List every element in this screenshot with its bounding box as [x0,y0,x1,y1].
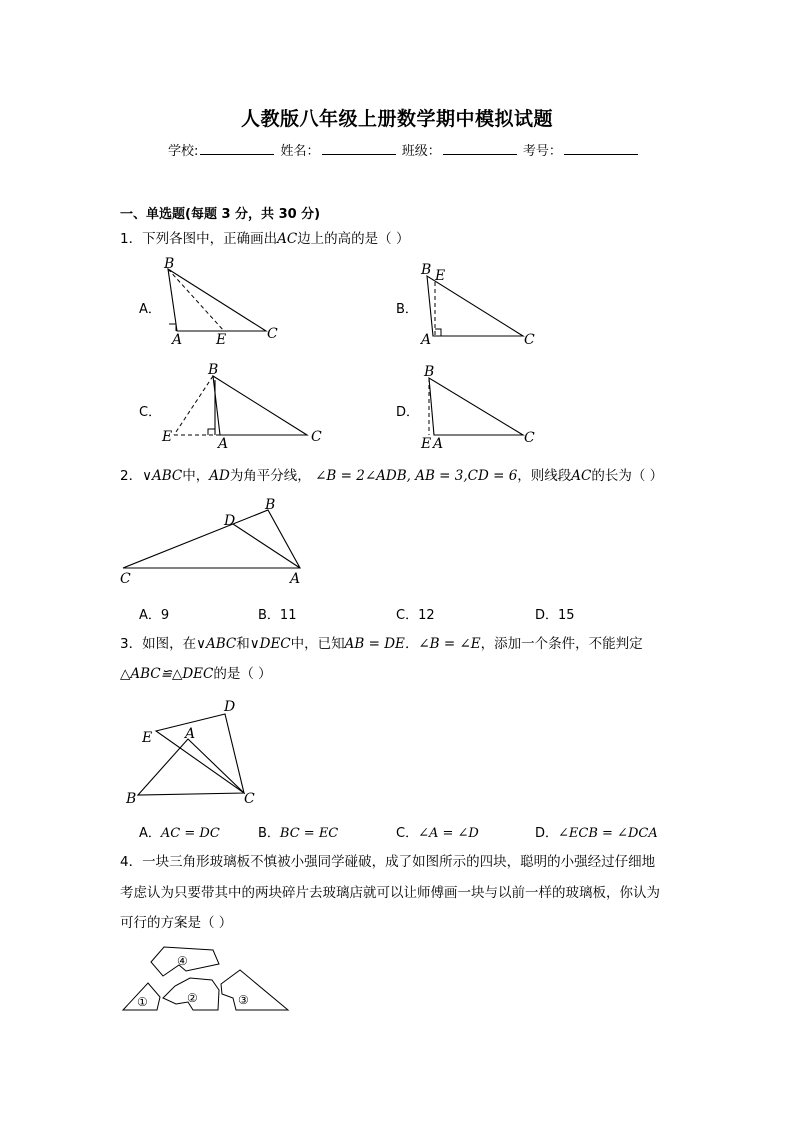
class-blank[interactable] [443,143,517,155]
question-1-text-a: 下列各图中，正确画出 [142,231,278,247]
q3-option-c-label: C． [396,826,419,841]
question-1-number: 1． [120,231,143,247]
q2-option-b[interactable]: B．11 [258,608,297,623]
q1-figure-b [415,258,550,348]
q3-option-a[interactable] [139,822,220,841]
q3-label-c: C [244,791,255,807]
question-3-congruence: △ABC≌△DEC [120,666,214,682]
q2-option-c[interactable]: C．12 [396,608,435,623]
name-label: 姓名： [280,144,320,159]
q1c-label-b: B [208,362,219,378]
q2-label-a: A [290,571,301,587]
q1c-label-a: A [218,436,229,452]
q3-label-a: A [185,726,196,742]
question-3-condition: AB = DE．∠B = ∠E [344,636,481,652]
q3-option-c[interactable] [396,822,479,841]
q1b-label-c: C [524,332,535,348]
q1-option-b-label[interactable]: B． [396,302,418,317]
q1a-label-c: C [267,326,278,342]
question-2-var-ad: AD [209,468,230,484]
question-1-var: AC [277,231,298,247]
q3-option-c-expr: ∠A = ∠D [418,826,479,841]
question-3-text-a: 3．如图，在 [120,636,197,652]
q3-option-a-label: A． [139,826,161,841]
name-blank[interactable] [322,143,396,155]
question-3-triangle-abc: ∨ABC [196,636,237,652]
q3-option-d-label: D． [535,826,559,841]
question-2-text-3: ，则线段 [517,468,572,484]
q1a-label-b: B [164,256,175,272]
question-2-text-1: 中， [182,468,210,484]
q3-label-d: D [224,699,236,715]
question-3-line-2 [120,659,272,689]
q4-glass-figure [118,940,293,1018]
question-3-text-b: 和 [236,636,250,652]
q1b-label-e: E [435,268,446,284]
q3-figure [118,695,268,807]
question-2-stem [120,461,663,491]
q1-figure-c [155,358,330,453]
q1d-label-e: E [421,436,432,452]
q3-option-b-label: B． [258,826,280,841]
piece-4-label: ④ [177,954,188,968]
q1c-label-e: E [162,429,173,445]
question-2-text-2: 为角平分线， [229,468,311,484]
question-4-line-3: 可行的方案是（ ） [120,915,233,931]
piece-1-label: ① [137,995,148,1009]
q3-option-b-expr: BC = EC [279,826,339,841]
question-2-var-ac: AC [571,468,592,484]
q3-label-b: B [126,791,137,807]
q1-figure-d [415,360,550,455]
question-4-line-1: 4．一块三角形玻璃板不慎被小强同学碰破，成了如图所示的四块，聪明的小强经过仔细地 [120,854,656,870]
q3-label-e: E [142,730,153,746]
q2-label-d: D [224,513,236,529]
q3-option-b[interactable] [258,822,338,841]
q1-option-c-label[interactable]: C． [139,405,162,420]
question-2-number: 2． [120,468,143,484]
question-3-triangle-dec: ∨DEC [249,636,291,652]
question-4-line-2: 考虑认为只要带其中的两块碎片去玻璃店就可以让师傅画一块与以前一样的玻璃板，你认为 [120,885,660,901]
q3-option-a-expr: AC = DC [160,826,220,841]
q2-option-d[interactable]: D．15 [535,608,575,623]
piece-3-label: ③ [238,993,249,1007]
q1-figure-a [155,252,290,347]
section-heading: 一、单选题(每题 3 分，共 30 分) [120,207,321,222]
q1-option-a-label[interactable]: A． [139,302,161,317]
q1d-label-a: A [433,436,444,452]
q3-option-d-expr: ∠ECB = ∠DCA [558,826,658,841]
q3-option-d[interactable] [535,822,658,841]
question-3-text-c: 中，已知 [290,636,345,652]
school-label: 学校: [168,144,199,159]
q2-option-a[interactable]: A．9 [139,608,170,623]
q1d-label-b: B [424,364,435,380]
question-2-condition: ∠B = 2∠ADB, AB = 3,CD = 6 [315,468,518,484]
page-title: 人教版八年级上册数学期中模拟试题 [240,108,553,130]
q1d-label-c: C [524,430,535,446]
question-2-symbol: ∨ [142,468,152,484]
piece-2-label: ② [187,991,198,1005]
number-blank[interactable] [564,143,638,155]
question-1-stem [120,224,409,254]
q1-option-d-label[interactable]: D． [396,405,420,420]
student-info-line [168,140,640,159]
question-2-triangle: ABC [151,468,183,484]
q1b-label-b: B [421,262,432,278]
q1c-label-c: C [311,429,322,445]
class-label: 班级： [401,144,441,159]
q1a-label-e: E [216,332,227,347]
glass-piece-3 [221,970,288,1010]
question-3-text-e: 的是（ ） [213,666,272,682]
q1a-label-a: A [172,332,183,347]
q2-label-b: B [265,497,276,513]
question-3-text-d: ，添加一个条件，不能判定 [480,636,643,652]
school-blank[interactable] [200,143,274,155]
question-2-text-4: 的长为（ ） [591,468,664,484]
question-1-text-b: 边上的高的是（ ） [297,231,410,247]
question-3-line-1 [120,629,643,659]
q1b-label-a: A [421,332,432,348]
q2-figure [115,495,315,587]
q2-label-c: C [120,571,131,587]
number-label: 考号： [522,144,562,159]
